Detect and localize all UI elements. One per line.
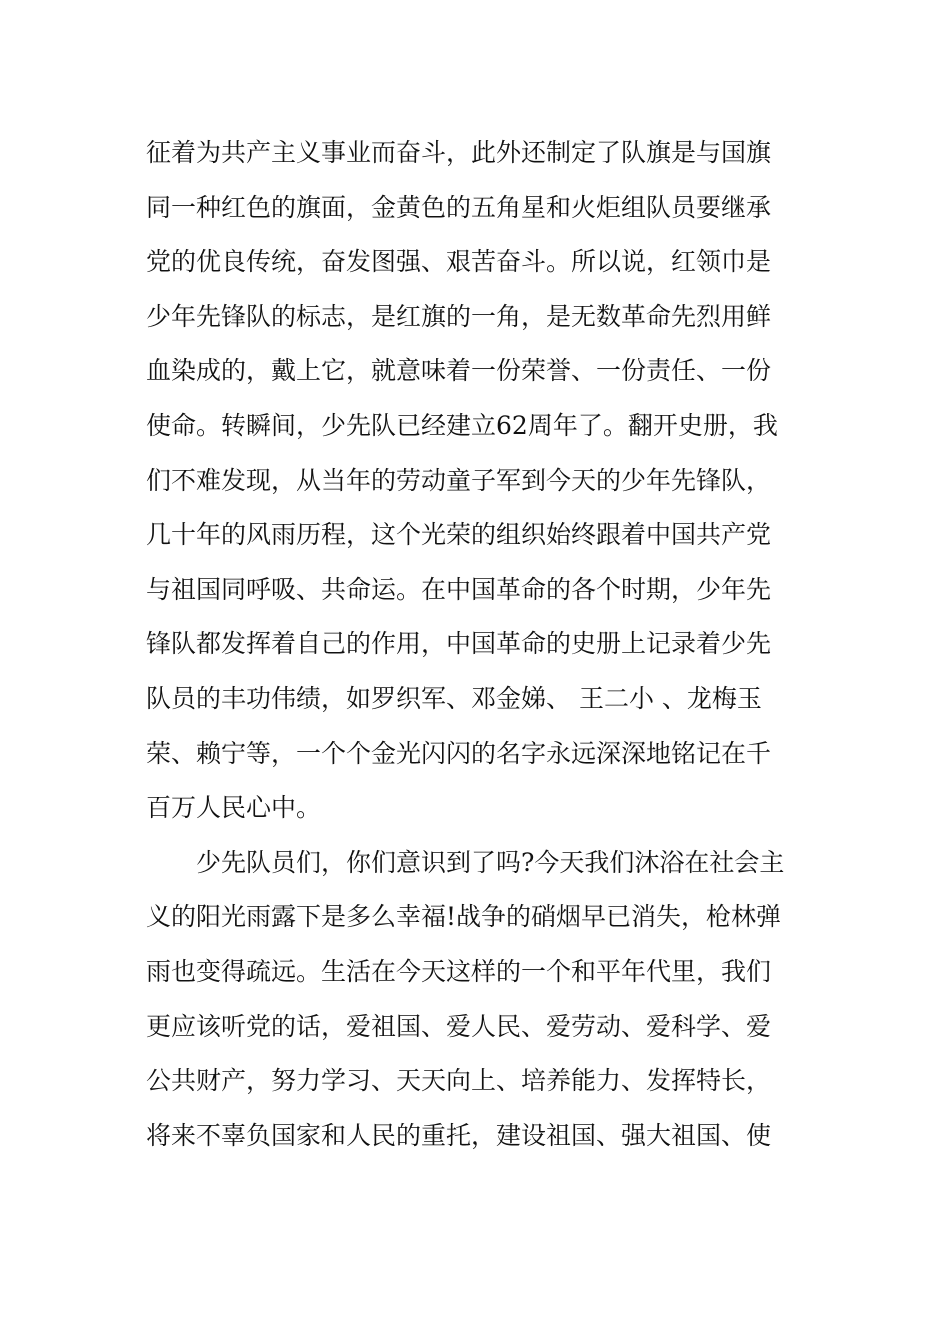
text-line-2: 同一种红色的旗面，金黄色的五角星和火炬组队员要继承: [146, 192, 772, 222]
text-line-12: 荣、赖宁等，一个个金光闪闪的名字永远深深地铭记在千: [146, 738, 772, 768]
text-line-6: 使命。转瞬间，少先队已经建立62周年了。翻开史册，我: [146, 410, 778, 440]
text-line-1: 征着为共产主义事业而奋斗，此外还制定了队旗是与国旗: [146, 138, 772, 167]
text-line-15: 义的阳光雨露下是多么幸福!战争的硝烟早已消失，枪林弹: [146, 902, 782, 932]
text-line-4: 少年先锋队的标志，是红旗的一角，是无数革命先烈用鲜: [146, 301, 772, 331]
text-line-3: 党的优良传统，奋发图强、艰苦奋斗。所以说，红领巾是: [146, 247, 772, 277]
text-line-14: 少先队员们，你们意识到了吗?今天我们沐浴在社会主: [196, 847, 785, 877]
text-line-18: 公共财产，努力学习、天天向上、培养能力、发挥特长，: [146, 1066, 772, 1096]
text-line-17: 更应该听党的话，爱祖国、爱人民、爱劳动、爱科学、爱: [146, 1011, 772, 1041]
text-line-9: 与祖国同呼吸、共命运。在中国革命的各个时期，少年先: [146, 574, 772, 604]
body-text: [146, 126, 806, 1163]
text-line-7: 们不难发现，从当年的劳动童子军到今天的少年先锋队，: [146, 465, 772, 495]
text-line-8: 几十年的风雨历程，这个光荣的组织始终跟着中国共产党: [146, 520, 772, 550]
text-line-13: 百万人民心中。: [146, 793, 322, 823]
text-line-11: 队员的丰功伟绩，如罗织军、邓金娣、 王二小 、龙梅玉: [146, 683, 762, 713]
text-line-19: 将来不辜负国家和人民的重托，建设祖国、强大祖国、使: [146, 1120, 772, 1150]
text-line-16: 雨也变得疏远。生活在今天这样的一个和平年代里，我们: [146, 956, 772, 986]
text-line-5: 血染成的，戴上它，就意味着一份荣誉、一份责任、一份: [146, 356, 772, 386]
text-line-10: 锋队都发挥着自己的作用，中国革命的史册上记录着少先: [146, 629, 772, 659]
